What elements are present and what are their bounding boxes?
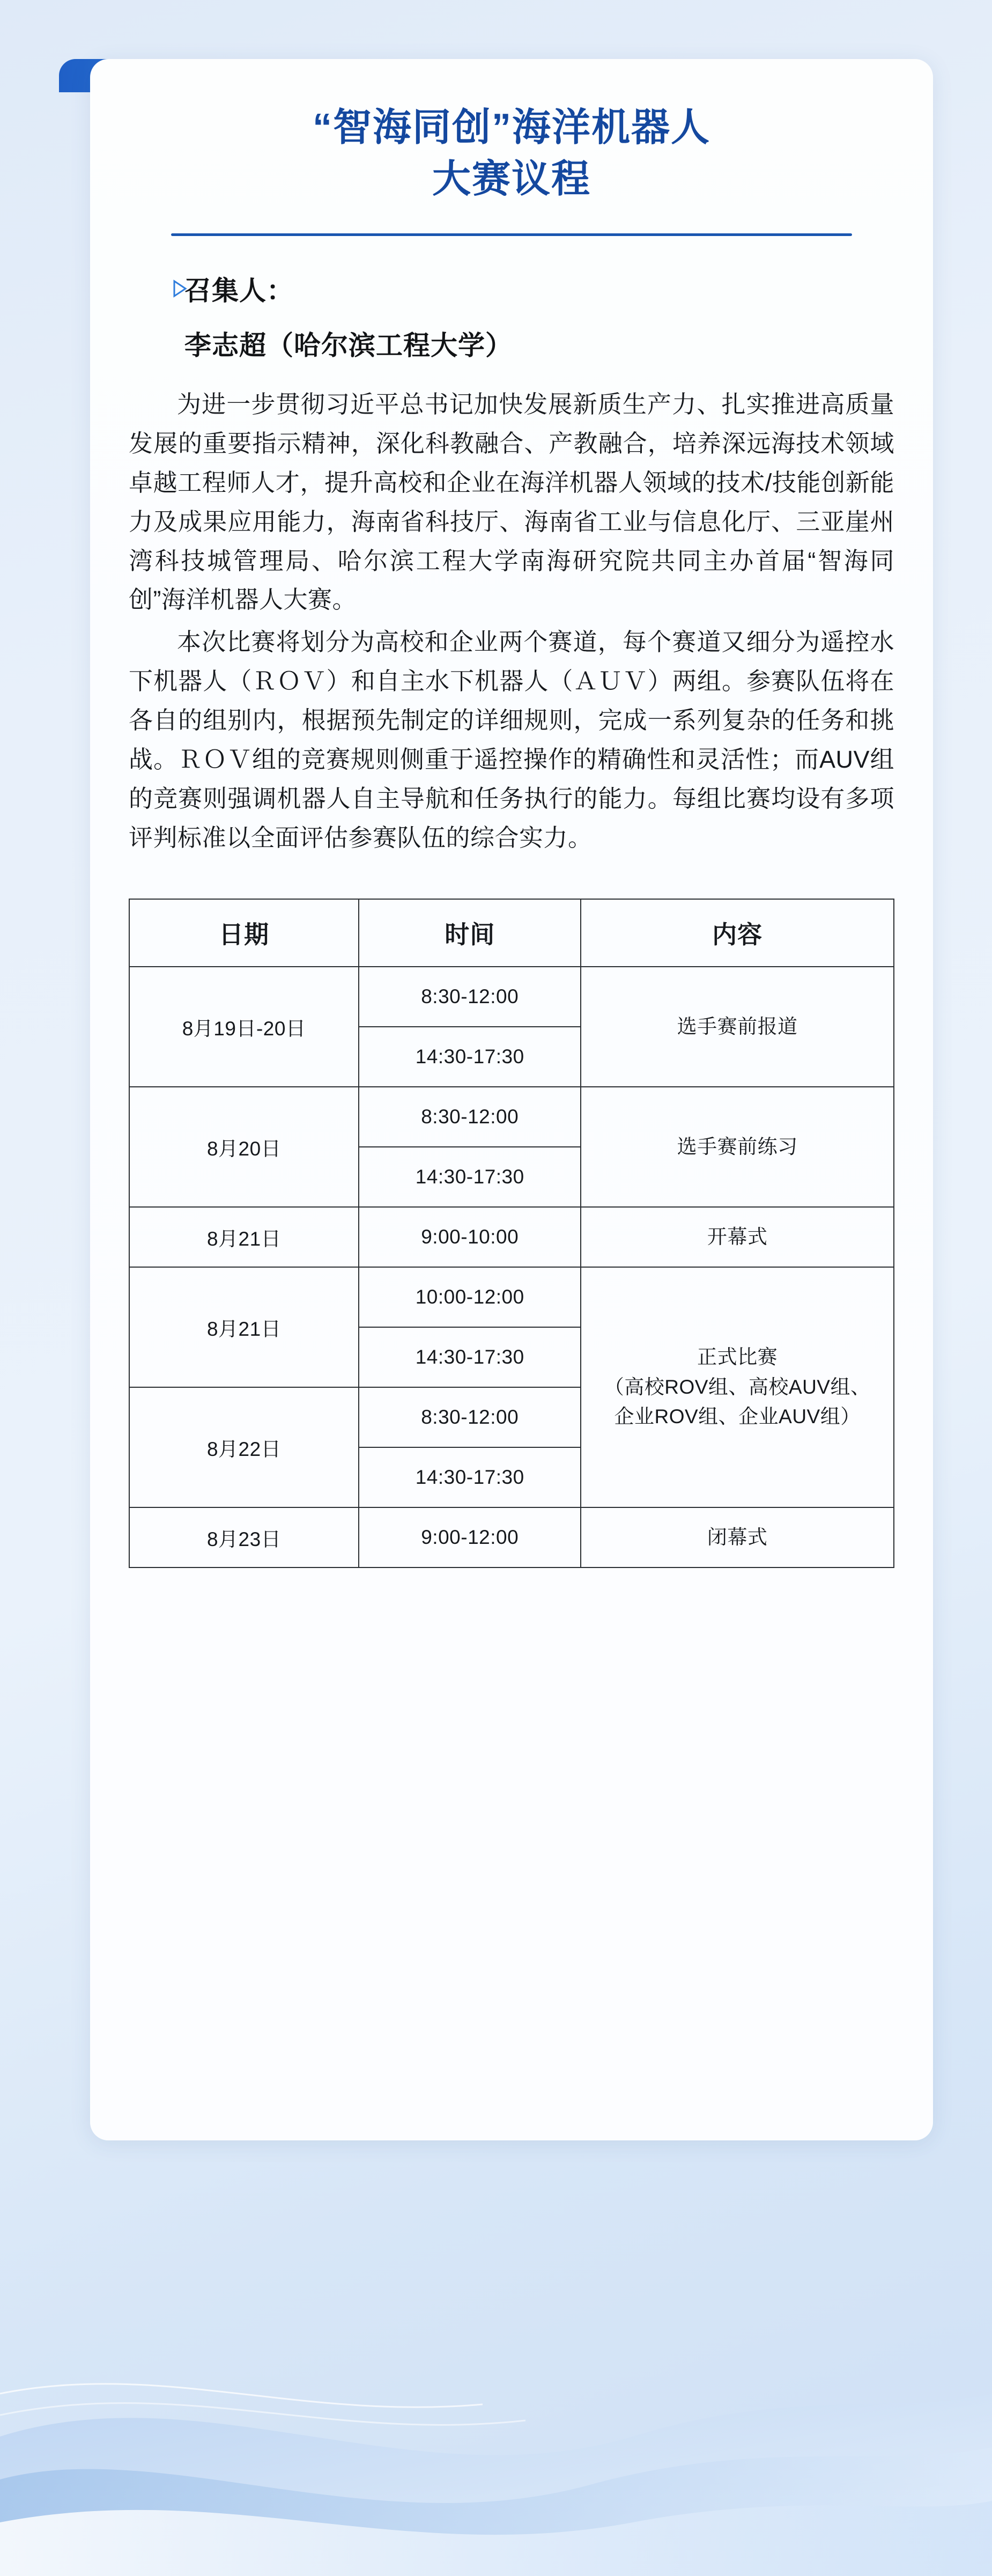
cell-time: 10:00-12:00 [359, 1267, 581, 1327]
page-title-line2: 大赛议程 [432, 158, 591, 201]
card-wrapper [59, 59, 933, 2140]
table-row [129, 1507, 894, 1567]
convener-name: 李志超（哈尔滨工程大学） [184, 330, 513, 360]
cell-content: 选手赛前报道 [581, 967, 894, 1087]
cell-time: 14:30-17:30 [359, 1327, 581, 1387]
cell-time: 8:30-12:00 [359, 1387, 581, 1447]
page-title-line1: “智海同创”海洋机器人 [312, 106, 710, 149]
table-row [129, 1267, 894, 1327]
table-row [129, 967, 894, 1027]
cell-content [581, 1267, 894, 1507]
triangle-right-icon [159, 279, 173, 298]
cell-date: 8月21日 [129, 1267, 359, 1387]
column-header-time: 时间 [359, 899, 581, 967]
agenda-table-head [129, 899, 894, 967]
table-header-row [129, 899, 894, 967]
cell-time: 14:30-17:30 [359, 1147, 581, 1207]
cell-date: 8月21日 [129, 1207, 359, 1267]
cell-time: 8:30-12:00 [359, 967, 581, 1027]
cell-content-line2: （高校ROV组、高校AUV组、 [604, 1375, 871, 1398]
cell-content-line1: 正式比赛 [697, 1346, 778, 1368]
page-title [129, 102, 894, 205]
cell-content-line3: 企业ROV组、企业AUV组） [614, 1405, 861, 1428]
cell-time: 9:00-10:00 [359, 1207, 581, 1267]
cell-date: 8月19日-20日 [129, 967, 359, 1087]
cell-date: 8月23日 [129, 1507, 359, 1567]
table-row [129, 1207, 894, 1267]
agenda-table-wrapper [129, 899, 894, 1568]
paragraph-1: 为进一步贯彻习近平总书记加快发展新质生产力、扎实推进高质量发展的重要指示精神，深化科教融合、产教融合，培养深远海技术领域卓越工程师人才，提升高校和企业在海洋机器人领域的技术/技能创新能力及成果应用能力，海南省科技厅、海南省工业与信息化厅、三亚崖州湾科技城管理局、哈尔滨工程大学南海研究院共同主办首届“智海同创”海洋机器人大赛。 [129, 390, 894, 614]
cell-date: 8月20日 [129, 1087, 359, 1207]
column-header-date: 日期 [129, 899, 359, 967]
table-row [129, 1087, 894, 1147]
agenda-table-body [129, 967, 894, 1567]
convener-label: 召集人： [184, 275, 294, 306]
cell-time: 8:30-12:00 [359, 1087, 581, 1147]
cell-time: 14:30-17:30 [359, 1447, 581, 1507]
convener-section [129, 269, 894, 363]
convener-label-row [159, 269, 894, 308]
agenda-table [129, 899, 894, 1568]
cell-time: 14:30-17:30 [359, 1027, 581, 1087]
body-text [129, 385, 894, 858]
cell-content: 开幕式 [581, 1207, 894, 1267]
cell-date: 8月22日 [129, 1387, 359, 1507]
cell-content: 选手赛前练习 [581, 1087, 894, 1207]
cell-content: 闭幕式 [581, 1507, 894, 1567]
paragraph-2: 本次比赛将划分为高校和企业两个赛道，每个赛道又细分为遥控水下机器人（ＲＯＶ）和自主水下机器人（ＡＵＶ）两组。参赛队伍将在各自的组别内，根据预先制定的详细规则，完成一系列复杂的任务和挑战。ＲＯＶ组的竞赛规则侧重于遥控操作的精确性和灵活性；而AUV组的竞赛则强调机器人自主导航和任务执行的能力。每组比赛均设有多项评判标准以全面评估参赛队伍的综合实力。 [129, 628, 894, 851]
title-divider [171, 233, 852, 236]
cell-time: 9:00-12:00 [359, 1507, 581, 1567]
column-header-content: 内容 [581, 899, 894, 967]
content-card [90, 59, 933, 2140]
background-waves [0, 2093, 992, 2576]
